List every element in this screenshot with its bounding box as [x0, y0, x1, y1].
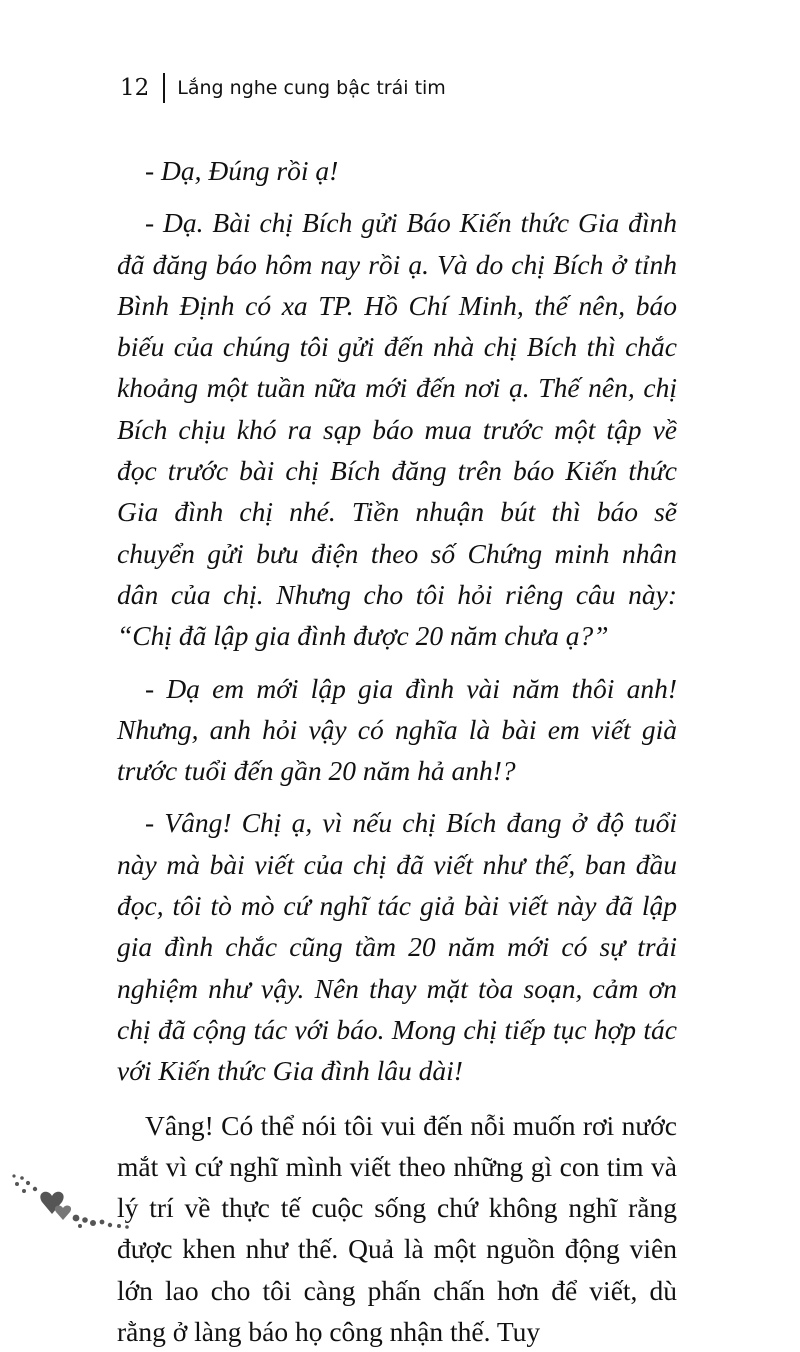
dialogue-section — [117, 150, 677, 1092]
dialogue-line: - Dạ, Đúng rồi ạ! — [145, 155, 339, 186]
running-title: Lắng nghe cung bậc trái tim — [177, 77, 446, 99]
dialogue-line: - Dạ em mới lập gia đình vài năm thôi anh! Nhưng, anh hỏi vậy có nghĩa là bài em viết già trước tuổi đến gần 20 năm hả anh!? — [117, 672, 677, 787]
page-header — [120, 66, 446, 110]
dialogue-line: - Dạ. Bài chị Bích gửi Báo Kiến thức Gia đình đã đăng báo hôm nay rồi ạ. Và do chị Bích ở tỉnh Bình Định có xa TP. Hồ Chí Minh, thế nên, báo biếu của chúng tôi gửi đến nhà chị Bích thì chắc khoảng một tuần nữa mới đến nơi ạ. Thế nên, chị Bích chịu khó ra sạp báo mua trước một tập về đọc trước bài chị Bích đăng trên báo Kiến thức Gia đình chị nhé. Tiền nhuận bút thì báo sẽ chuyển gửi bưu điện theo số Chứng minh nhân dân của chị. Nhưng cho tôi hỏi riêng câu này: “Chị đã lập gia đình được 20 năm chưa ạ?” — [117, 207, 677, 652]
page-body — [117, 150, 677, 1352]
page-number: 12 — [120, 75, 150, 101]
hearts-ornament-icon — [8, 1168, 138, 1248]
dialogue-line: - Vâng! Chị ạ, vì nếu chị Bích đang ở độ tuổi này mà bài viết của chị đã viết như thế, ban đầu đọc, tôi tò mò cứ nghĩ tác giả bài viết này đã lập gia đình chắc cũng tầm 20 năm mới có sự trải nghiệm như vậy. Nên thay mặt tòa soạn, cảm ơn chị đã cộng tác với báo. Mong chị tiếp tục hợp tác với Kiến thức Gia đình lâu dài! — [117, 807, 677, 1087]
header-divider — [163, 73, 165, 103]
narrative-paragraph: Vâng! Có thể nói tôi vui đến nỗi muốn rơi nước mắt vì cứ nghĩ mình viết theo những gì con tim và lý trí về thực tế cuộc sống chứ không nghĩ rằng được khen như thế. Quả là một nguồn động viên lớn lao cho tôi càng phấn chấn hơn để viết, dù rằng ở làng báo họ công nhận thế. Tuy — [117, 1109, 677, 1348]
